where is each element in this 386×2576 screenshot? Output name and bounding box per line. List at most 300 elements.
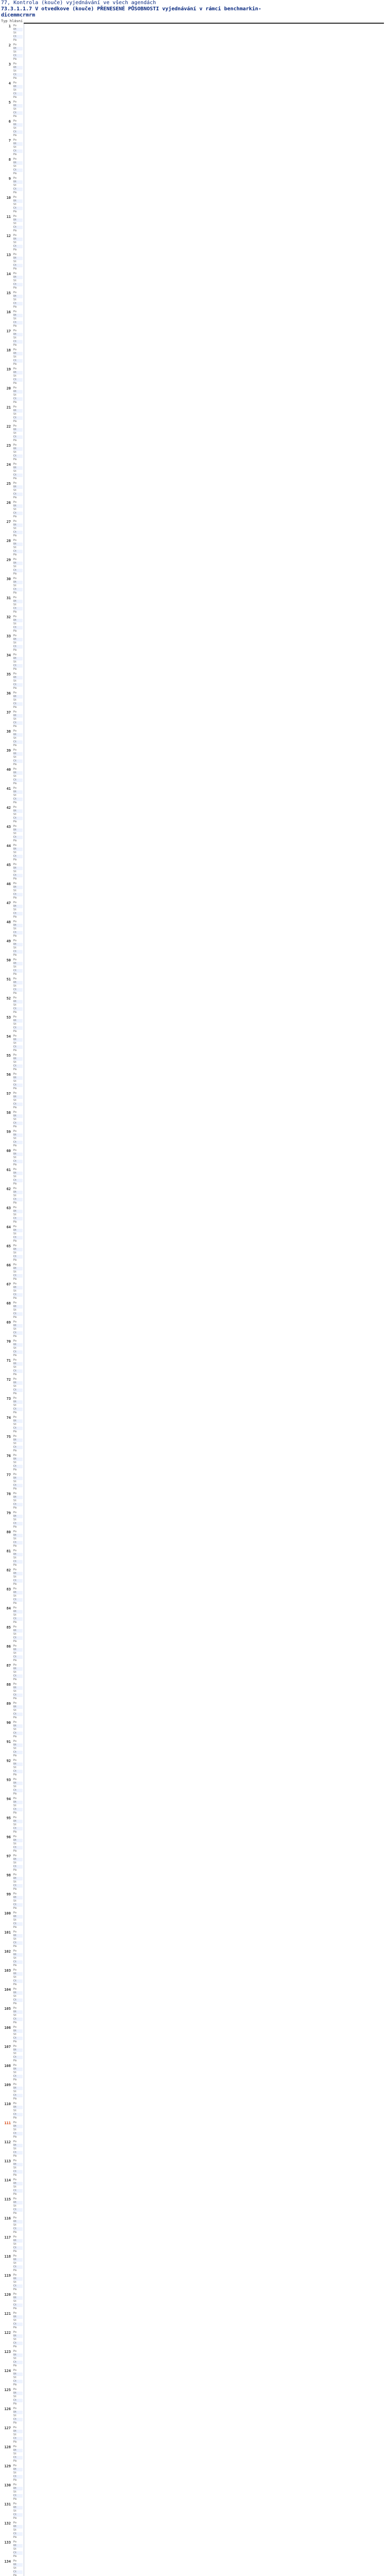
week-row bbox=[3, 1206, 75, 1225]
day-cell: Čt bbox=[13, 1198, 23, 1201]
day-cell: St bbox=[13, 1652, 23, 1655]
day-cell: Po bbox=[13, 81, 23, 85]
day-cell: Pá bbox=[13, 2421, 23, 2425]
day-cell: Po bbox=[13, 806, 23, 809]
day-cell: Út bbox=[13, 523, 23, 527]
day-cell: Pá bbox=[13, 1411, 23, 1415]
week-days bbox=[13, 1568, 23, 1586]
day-cell: Út bbox=[13, 1076, 23, 1080]
day-cell: Út bbox=[13, 1362, 23, 1366]
week-number: 119 bbox=[4, 2274, 11, 2278]
week-days bbox=[13, 730, 23, 748]
week-number: 85 bbox=[6, 1625, 11, 1630]
week-row bbox=[3, 1472, 75, 1492]
day-cell: Pá bbox=[13, 382, 23, 385]
day-cell: St bbox=[13, 965, 23, 969]
day-cell: Čt bbox=[13, 969, 23, 973]
day-cell: Pá bbox=[13, 858, 23, 862]
day-cell: Po bbox=[13, 234, 23, 238]
day-cell: Čt bbox=[13, 664, 23, 668]
day-cell: Pá bbox=[13, 820, 23, 824]
week-gridline bbox=[24, 596, 76, 615]
week-gridline bbox=[24, 1911, 76, 1930]
day-cell: Út bbox=[13, 142, 23, 146]
day-cell: Čt bbox=[13, 111, 23, 115]
day-cell: Út bbox=[13, 790, 23, 794]
week-number: 46 bbox=[6, 882, 11, 886]
week-row bbox=[3, 195, 75, 214]
day-cell: Pá bbox=[13, 1716, 23, 1720]
day-cell: Čt bbox=[13, 378, 23, 382]
day-cell: Čt bbox=[13, 35, 23, 39]
day-cell: Út bbox=[13, 1000, 23, 1004]
day-cell: Út bbox=[13, 1801, 23, 1804]
day-cell: Pá bbox=[13, 1621, 23, 1624]
day-cell: Pá bbox=[13, 1163, 23, 1167]
day-cell: St bbox=[13, 432, 23, 435]
week-row bbox=[3, 1339, 75, 1358]
week-gridline bbox=[24, 710, 76, 729]
week-days bbox=[13, 558, 23, 576]
week-days bbox=[13, 272, 23, 290]
week-number: 103 bbox=[4, 1969, 11, 1973]
day-cell: Po bbox=[13, 196, 23, 199]
day-cell: Po bbox=[13, 691, 23, 695]
week-gridline bbox=[24, 1987, 76, 2006]
day-cell: Pá bbox=[13, 992, 23, 995]
week-number: 64 bbox=[6, 1225, 11, 1229]
day-cell: Čt bbox=[13, 2265, 23, 2269]
day-cell: Út bbox=[13, 562, 23, 565]
day-cell: Pá bbox=[13, 687, 23, 690]
week-number: 121 bbox=[4, 2312, 11, 2316]
week-number: 132 bbox=[4, 2521, 11, 2526]
week-row bbox=[3, 348, 75, 367]
week-gridline bbox=[24, 2254, 76, 2273]
day-cell: Po bbox=[13, 1282, 23, 1286]
week-number: 100 bbox=[4, 1911, 11, 1916]
day-cell: Út bbox=[13, 1419, 23, 1423]
week-number: 117 bbox=[4, 2235, 11, 2240]
day-cell: Pá bbox=[13, 2059, 23, 2063]
day-cell: Út bbox=[13, 2067, 23, 2071]
day-cell: St bbox=[13, 2243, 23, 2246]
week-number: 72 bbox=[6, 1378, 11, 1382]
week-days bbox=[13, 2197, 23, 2215]
week-row bbox=[3, 1396, 75, 1415]
week-number: 18 bbox=[6, 348, 11, 352]
week-number: 57 bbox=[6, 1092, 11, 1096]
day-cell: Út bbox=[13, 1762, 23, 1766]
week-row bbox=[3, 1892, 75, 1911]
day-cell: St bbox=[13, 1061, 23, 1064]
week-gridline bbox=[24, 367, 76, 386]
week-gridline bbox=[24, 1644, 76, 1663]
day-cell: Pá bbox=[13, 77, 23, 80]
day-cell: Út bbox=[13, 1820, 23, 1823]
day-cell: Čt bbox=[13, 1846, 23, 1850]
day-cell: Pá bbox=[13, 1583, 23, 1586]
day-cell: Po bbox=[13, 1359, 23, 1362]
week-row bbox=[3, 977, 75, 996]
day-cell: Čt bbox=[13, 2037, 23, 2040]
day-cell: St bbox=[13, 2071, 23, 2075]
day-cell: Pá bbox=[13, 896, 23, 900]
day-cell: Čt bbox=[13, 2342, 23, 2345]
week-days bbox=[13, 1073, 23, 1091]
week-number: 105 bbox=[4, 2007, 11, 2011]
day-cell: Pá bbox=[13, 115, 23, 118]
day-cell: Pá bbox=[13, 1602, 23, 1605]
week-days bbox=[13, 2560, 23, 2576]
week-days bbox=[13, 367, 23, 385]
day-cell: St bbox=[13, 851, 23, 855]
week-row bbox=[3, 2521, 75, 2540]
day-cell: Út bbox=[13, 2525, 23, 2529]
day-cell: Pá bbox=[13, 1811, 23, 1815]
week-gridline bbox=[24, 2273, 76, 2292]
day-cell: Út bbox=[13, 1438, 23, 1442]
day-cell: Pá bbox=[13, 1392, 23, 1396]
week-days bbox=[13, 520, 23, 538]
day-cell: Čt bbox=[13, 1808, 23, 1811]
week-gridline bbox=[24, 1892, 76, 1911]
week-row bbox=[3, 272, 75, 291]
week-days bbox=[13, 1969, 23, 1987]
week-gridline bbox=[24, 2140, 76, 2159]
week-days bbox=[13, 196, 23, 214]
day-cell: Út bbox=[13, 943, 23, 946]
day-cell: Út bbox=[13, 1934, 23, 1938]
day-cell: Pá bbox=[13, 420, 23, 423]
day-cell: Čt bbox=[13, 149, 23, 153]
day-cell: Čt bbox=[13, 2399, 23, 2402]
day-cell: Pá bbox=[13, 1201, 23, 1205]
day-cell: Po bbox=[13, 444, 23, 447]
week-row bbox=[3, 996, 75, 1015]
timeline-axis bbox=[24, 23, 384, 24]
week-row bbox=[3, 24, 75, 43]
week-row bbox=[3, 1072, 75, 1091]
day-cell: Po bbox=[13, 2293, 23, 2296]
day-cell: Út bbox=[13, 2239, 23, 2243]
day-cell: Čt bbox=[13, 2570, 23, 2574]
day-cell: Út bbox=[13, 2411, 23, 2414]
day-cell: Po bbox=[13, 2407, 23, 2411]
day-cell: Pá bbox=[13, 1564, 23, 1567]
day-cell: Po bbox=[13, 1111, 23, 1114]
day-cell: St bbox=[13, 946, 23, 950]
day-cell: Út bbox=[13, 1534, 23, 1537]
day-cell: Út bbox=[13, 1229, 23, 1232]
day-cell: Pá bbox=[13, 210, 23, 214]
week-row bbox=[3, 367, 75, 386]
week-number: 20 bbox=[6, 386, 11, 391]
week-row bbox=[3, 1167, 75, 1187]
week-number: 50 bbox=[6, 958, 11, 962]
week-gridline bbox=[24, 1492, 76, 1511]
day-cell: Po bbox=[13, 1378, 23, 1381]
day-cell: Po bbox=[13, 100, 23, 104]
week-number: 60 bbox=[6, 1149, 11, 1153]
day-cell: Út bbox=[13, 390, 23, 394]
week-row bbox=[3, 920, 75, 939]
week-row bbox=[3, 1854, 75, 1873]
day-cell: Út bbox=[13, 2201, 23, 2205]
week-number: 29 bbox=[6, 558, 11, 562]
day-cell: Út bbox=[13, 1496, 23, 1499]
week-row bbox=[3, 462, 75, 481]
day-cell: Út bbox=[13, 2487, 23, 2490]
day-cell: Čt bbox=[13, 1083, 23, 1087]
day-cell: Čt bbox=[13, 798, 23, 801]
week-row bbox=[3, 786, 75, 805]
day-cell: Po bbox=[13, 1568, 23, 1572]
week-gridline bbox=[24, 920, 76, 939]
week-days bbox=[13, 1702, 23, 1720]
day-cell: Po bbox=[13, 501, 23, 504]
day-cell: Pá bbox=[13, 1030, 23, 1033]
page-header bbox=[1, 0, 382, 24]
day-cell: Pá bbox=[13, 286, 23, 290]
day-cell: Pá bbox=[13, 1430, 23, 1434]
day-cell: Pá bbox=[13, 2078, 23, 2082]
week-number: 58 bbox=[6, 1111, 11, 1115]
day-cell: St bbox=[13, 1385, 23, 1388]
week-days bbox=[13, 24, 23, 42]
day-cell: Út bbox=[13, 447, 23, 451]
day-cell: Po bbox=[13, 1530, 23, 1534]
day-cell: Pá bbox=[13, 344, 23, 347]
day-cell: Út bbox=[13, 2144, 23, 2147]
day-cell: Pá bbox=[13, 954, 23, 957]
day-cell: Čt bbox=[13, 435, 23, 439]
week-gridline bbox=[24, 672, 76, 691]
day-cell: Po bbox=[13, 1778, 23, 1782]
week-number: 124 bbox=[4, 2369, 11, 2373]
week-days bbox=[13, 1530, 23, 1548]
day-cell: Út bbox=[13, 695, 23, 699]
day-cell: Út bbox=[13, 1572, 23, 1575]
day-cell: Po bbox=[13, 577, 23, 581]
week-row bbox=[3, 2197, 75, 2216]
day-cell: St bbox=[13, 1575, 23, 1579]
day-cell: Pá bbox=[13, 134, 23, 138]
day-cell: St bbox=[13, 108, 23, 111]
week-row bbox=[3, 882, 75, 901]
week-row bbox=[3, 1511, 75, 1530]
day-cell: Pá bbox=[13, 801, 23, 805]
day-cell: Út bbox=[13, 1686, 23, 1690]
day-cell: Čt bbox=[13, 550, 23, 553]
day-cell: Po bbox=[13, 1702, 23, 1705]
day-cell: Pá bbox=[13, 1182, 23, 1186]
day-cell: Čt bbox=[13, 912, 23, 916]
day-cell: St bbox=[13, 184, 23, 188]
day-cell: St bbox=[13, 2529, 23, 2532]
day-cell: Út bbox=[13, 1877, 23, 1880]
day-cell: St bbox=[13, 1213, 23, 1217]
day-cell: Pá bbox=[13, 572, 23, 576]
day-cell: Po bbox=[13, 1930, 23, 1934]
day-cell: Út bbox=[13, 28, 23, 31]
day-cell: St bbox=[13, 641, 23, 645]
day-cell: Čt bbox=[13, 2456, 23, 2460]
week-number: 90 bbox=[6, 1721, 11, 1725]
week-number: 89 bbox=[6, 1702, 11, 1706]
day-cell: Čt bbox=[13, 397, 23, 401]
day-cell: Út bbox=[13, 1782, 23, 1785]
day-cell: Čt bbox=[13, 988, 23, 992]
day-cell: Po bbox=[13, 2445, 23, 2449]
day-cell: Pá bbox=[13, 458, 23, 462]
day-cell: St bbox=[13, 546, 23, 550]
day-cell: Pá bbox=[13, 1373, 23, 1377]
day-cell: Út bbox=[13, 1038, 23, 1042]
week-row bbox=[3, 2368, 75, 2387]
day-cell: Pá bbox=[13, 649, 23, 652]
week-days bbox=[13, 158, 23, 176]
week-list bbox=[3, 24, 75, 2576]
week-gridline bbox=[24, 1358, 76, 1377]
day-cell: St bbox=[13, 584, 23, 588]
week-number: 42 bbox=[6, 806, 11, 810]
day-cell: Čt bbox=[13, 2056, 23, 2059]
week-days bbox=[13, 1683, 23, 1701]
day-cell: St bbox=[13, 2433, 23, 2437]
day-cell: St bbox=[13, 2395, 23, 2399]
day-cell: Pá bbox=[13, 611, 23, 614]
week-number: 108 bbox=[4, 2064, 11, 2068]
week-gridline bbox=[24, 1701, 76, 1720]
day-cell: Pá bbox=[13, 191, 23, 195]
day-cell: Čt bbox=[13, 1751, 23, 1754]
week-number: 59 bbox=[6, 1130, 11, 1134]
week-gridline bbox=[24, 462, 76, 481]
week-row bbox=[3, 824, 75, 843]
week-gridline bbox=[24, 748, 76, 767]
week-gridline bbox=[24, 519, 76, 538]
day-cell: Út bbox=[13, 409, 23, 413]
day-cell: Po bbox=[13, 2235, 23, 2239]
day-cell: Čt bbox=[13, 1045, 23, 1049]
day-cell: Pá bbox=[13, 1926, 23, 1929]
week-number: 99 bbox=[6, 1892, 11, 1896]
week-row bbox=[3, 1282, 75, 1301]
week-days bbox=[13, 749, 23, 767]
day-cell: Čt bbox=[13, 588, 23, 591]
day-cell: Po bbox=[13, 272, 23, 276]
week-row bbox=[3, 62, 75, 81]
day-cell: St bbox=[13, 565, 23, 569]
day-cell: Po bbox=[13, 482, 23, 485]
week-days bbox=[13, 2445, 23, 2463]
week-number: 22 bbox=[6, 425, 11, 429]
day-cell: St bbox=[13, 489, 23, 493]
week-gridline bbox=[24, 1034, 76, 1053]
day-cell: Út bbox=[13, 924, 23, 927]
week-gridline bbox=[24, 1797, 76, 1816]
day-cell: Pá bbox=[13, 39, 23, 42]
week-row bbox=[3, 2502, 75, 2521]
week-row bbox=[3, 557, 75, 577]
week-row bbox=[3, 1758, 75, 1777]
week-days bbox=[13, 1225, 23, 1243]
day-cell: Po bbox=[13, 1797, 23, 1801]
week-number: 34 bbox=[6, 653, 11, 657]
day-cell: Čt bbox=[13, 1503, 23, 1506]
week-days bbox=[13, 62, 23, 80]
week-gridline bbox=[24, 615, 76, 634]
day-cell: St bbox=[13, 279, 23, 283]
day-cell: Út bbox=[13, 1858, 23, 1861]
day-cell: Po bbox=[13, 672, 23, 676]
week-days bbox=[13, 1854, 23, 1872]
week-gridline bbox=[24, 100, 76, 119]
week-number: 70 bbox=[6, 1340, 11, 1344]
day-cell: Čt bbox=[13, 569, 23, 572]
day-cell: Út bbox=[13, 1515, 23, 1518]
day-cell: Po bbox=[13, 768, 23, 771]
day-cell: Po bbox=[13, 2274, 23, 2277]
week-days bbox=[13, 1416, 23, 1434]
week-days bbox=[13, 2102, 23, 2120]
day-cell: St bbox=[13, 1290, 23, 1293]
week-gridline bbox=[24, 2235, 76, 2254]
week-row bbox=[3, 2006, 75, 2025]
week-days bbox=[13, 1778, 23, 1796]
day-cell: Čt bbox=[13, 1522, 23, 1526]
week-number: 92 bbox=[6, 1759, 11, 1763]
week-days bbox=[13, 1301, 23, 1319]
day-cell: Pá bbox=[13, 1964, 23, 1968]
week-gridline bbox=[24, 538, 76, 557]
day-cell: St bbox=[13, 470, 23, 473]
week-number: 69 bbox=[6, 1320, 11, 1325]
day-cell: Po bbox=[13, 1816, 23, 1820]
day-cell: Po bbox=[13, 1263, 23, 1267]
day-cell: St bbox=[13, 1309, 23, 1312]
day-cell: St bbox=[13, 737, 23, 740]
week-gridline bbox=[24, 1777, 76, 1797]
day-cell: Út bbox=[13, 2106, 23, 2109]
week-gridline bbox=[24, 24, 76, 43]
week-days bbox=[13, 1015, 23, 1033]
day-cell: Pá bbox=[13, 2136, 23, 2139]
week-number: 127 bbox=[4, 2426, 11, 2430]
day-cell: St bbox=[13, 2128, 23, 2132]
week-days bbox=[13, 463, 23, 481]
day-cell: Pá bbox=[13, 2212, 23, 2215]
day-cell: Út bbox=[13, 1172, 23, 1175]
day-cell: Út bbox=[13, 104, 23, 108]
day-cell: Út bbox=[13, 1953, 23, 1957]
week-gridline bbox=[24, 1015, 76, 1034]
week-row bbox=[3, 1606, 75, 1625]
day-cell: St bbox=[13, 985, 23, 988]
week-days bbox=[13, 882, 23, 900]
week-days bbox=[13, 2026, 23, 2044]
day-cell: Pá bbox=[13, 1259, 23, 1262]
day-cell: Čt bbox=[13, 454, 23, 458]
day-cell: Čt bbox=[13, 1998, 23, 2002]
day-cell: Út bbox=[13, 809, 23, 813]
week-row bbox=[3, 2254, 75, 2273]
day-cell: Čt bbox=[13, 321, 23, 325]
day-cell: Po bbox=[13, 2483, 23, 2487]
day-cell: Út bbox=[13, 714, 23, 718]
day-cell: Po bbox=[13, 2045, 23, 2048]
